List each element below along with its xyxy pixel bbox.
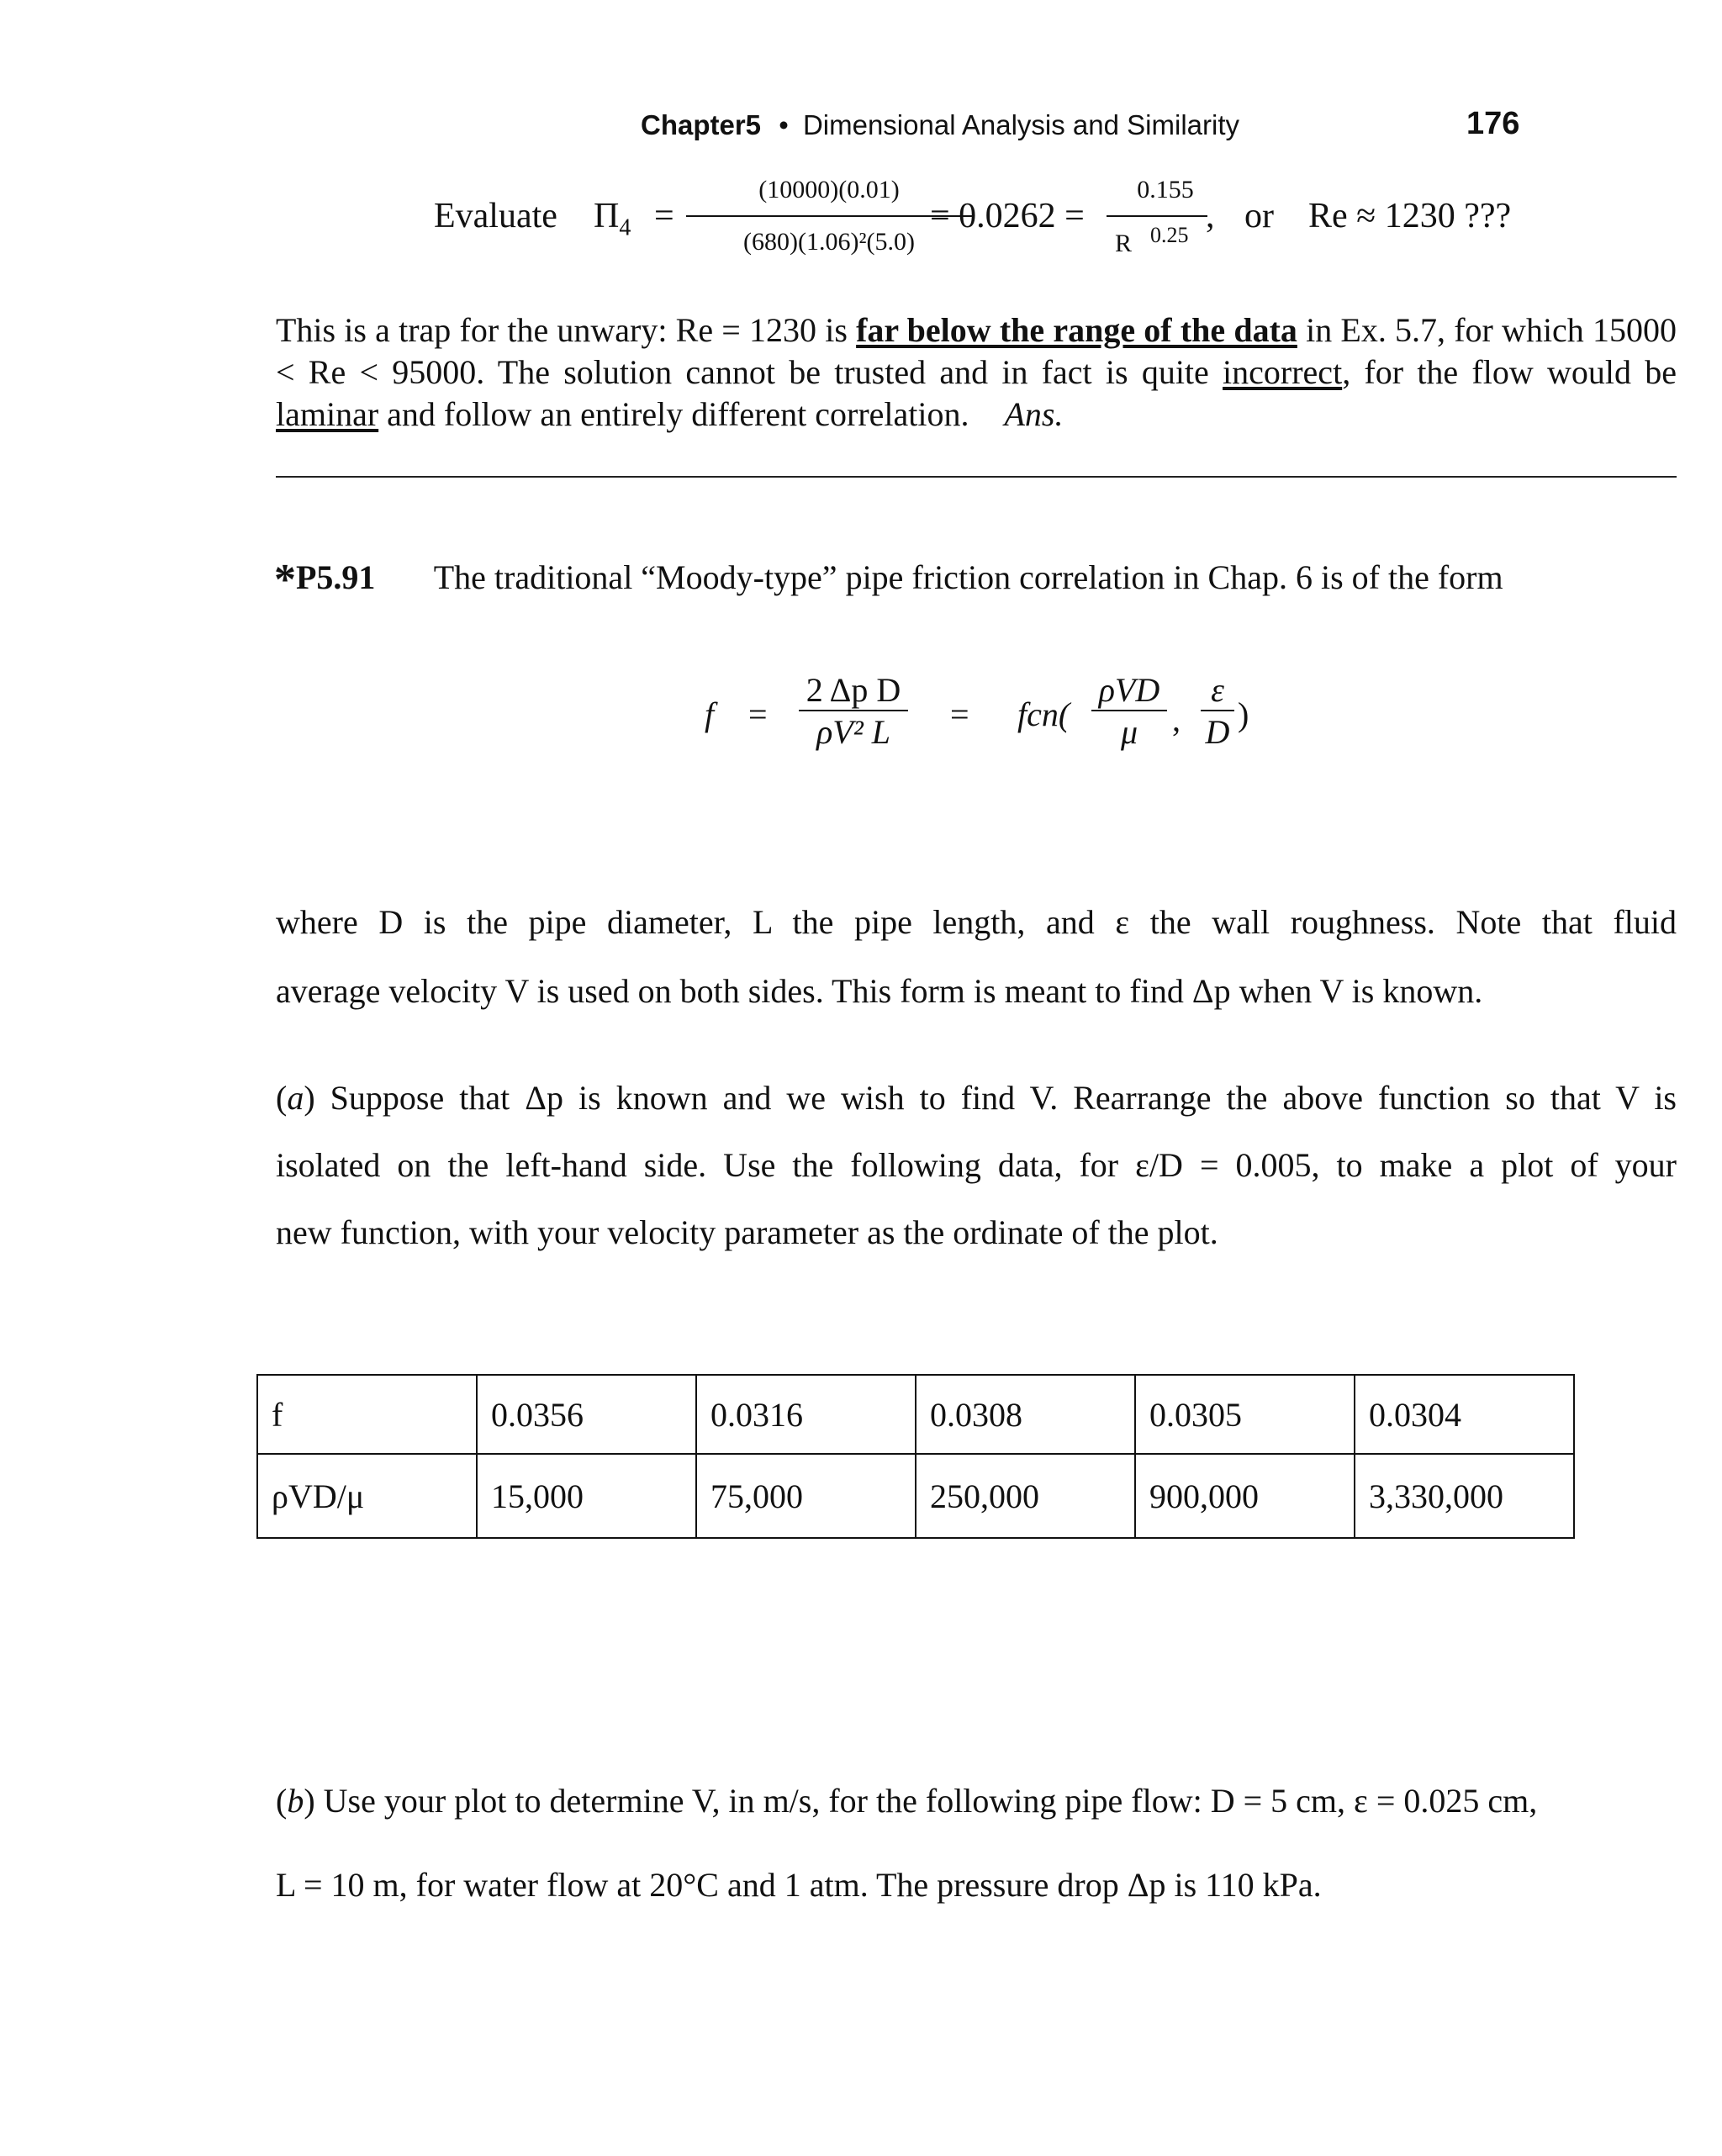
friction-equation	[689, 671, 1278, 764]
eq-equals2: =	[950, 695, 969, 733]
eq-fraction-reynolds	[1091, 671, 1167, 753]
clipped-numerator: (10000)(0.01)	[758, 176, 900, 203]
evaluate-equation	[434, 176, 1527, 257]
eq-close: )	[1238, 695, 1249, 733]
where-line-2: average velocity V is used on both sides. This form is meant to find Δp when V is known.	[276, 972, 1483, 1010]
part-a-line-1: Suppose that Δp is known and we wish to find V. Rearrange the above function so that V is	[314, 1079, 1677, 1117]
star-marker: *	[274, 556, 296, 604]
or-word: or	[1244, 197, 1274, 235]
eq-equals1: =	[748, 695, 768, 733]
pi-symbol: $\Pi_4$	[594, 197, 631, 241]
table-cell: 0.0308	[916, 1375, 1135, 1454]
part-a-label: a	[287, 1079, 304, 1117]
comma: ,	[1206, 197, 1215, 235]
header-bullet: •	[779, 109, 789, 140]
table-cell: 250,000	[916, 1454, 1135, 1538]
table-cell: f	[257, 1375, 477, 1454]
part-b-label: b	[287, 1782, 304, 1820]
answer-marker: Ans.	[1004, 395, 1064, 433]
page-number: 176	[1466, 106, 1520, 141]
table-cell: 3,330,000	[1355, 1454, 1574, 1538]
problem-text: The traditional “Moody-type” pipe friction correlation in Chap. 6 is of the form	[433, 558, 1503, 596]
clipped-right-top: 0.155	[1137, 176, 1194, 203]
evaluate-value: = 0.0262 =	[930, 197, 1085, 235]
section-divider	[276, 476, 1677, 478]
eq-denominator: ρV² L	[816, 713, 890, 751]
emphasis-range: far below the range of the data	[856, 311, 1297, 349]
part-a-line-3: new function, with your velocity parameter as the ordinate of the plot.	[276, 1213, 1218, 1251]
eq-lhs: f	[705, 695, 715, 733]
problem-number: P5.91	[296, 558, 376, 596]
table-cell: 15,000	[477, 1454, 696, 1538]
chapter-title: Dimensional Analysis and Similarity	[802, 109, 1239, 140]
eq-fcn: fcn(	[1017, 695, 1070, 733]
where-line-1: where D is the pipe diameter, L the pipe length, and ε the wall roughness. Note that fluid	[276, 903, 1677, 941]
equals-sign: =	[654, 197, 674, 235]
chapter-label: Chapter5	[641, 109, 762, 140]
table-cell: 900,000	[1135, 1454, 1355, 1538]
pi-subscript: 4	[619, 214, 631, 241]
roughness-numerator: ε	[1211, 671, 1224, 709]
running-header	[641, 109, 1239, 141]
eq-fraction-main	[799, 671, 908, 753]
roughness-denominator: D	[1205, 713, 1230, 751]
part-a-line-2: isolated on the left-hand side. Use the following data, for ε/D = 0.005, to make a plot of your	[276, 1146, 1677, 1184]
data-table	[256, 1374, 1575, 1539]
table-cell: 0.0316	[696, 1375, 916, 1454]
table-cell: 0.0305	[1135, 1375, 1355, 1454]
clipped-right-bottom: R	[1115, 230, 1133, 257]
table-cell: ρVD/μ	[257, 1454, 477, 1538]
emphasis-laminar: laminar	[276, 395, 379, 433]
clipped-denominator: (680)(1.06)²(5.0)	[743, 228, 915, 256]
where-paragraph	[276, 888, 1677, 1026]
eq-comma: ,	[1172, 700, 1181, 738]
exponent: 0.25	[1150, 223, 1189, 247]
problem-statement	[274, 555, 1503, 605]
reynolds-denominator: μ	[1120, 713, 1138, 751]
reynolds-result: Re ≈ 1230 ???	[1308, 197, 1512, 235]
part-b-line-2: L = 10 m, for water flow at 20°C and 1 atm. The pressure drop Δp is 110 kPa.	[276, 1866, 1322, 1904]
trap-paragraph: This is a trap for the unwary: Re = 1230 is far below the range of the data in Ex. 5.7, for which 15000 < Re < 95000. The solution cannot be trusted and in fact is quite incorrect, for the flow would be laminar and follow an entirely different correlation. Ans.	[276, 311, 1677, 433]
part-a: (a) Suppose that Δp is known and we wish to find V. Rearrange the above function so that V is isolated on the left-hand side. Use the following data, for ε/D = 0.005, to make a plot of your new function, with your velocity parameter as the ordinate of the plot.	[276, 1065, 1677, 1266]
fraction-bar	[686, 215, 972, 217]
table-cell: 0.0304	[1355, 1375, 1574, 1454]
part-b-line-1: Use your plot to determine V, in m/s, for the following pipe flow: D = 5 cm, ε = 0.025 cm,	[314, 1782, 1538, 1820]
part-b: (b) Use your plot to determine V, in m/s, for the following pipe flow: D = 5 cm, ε = 0.025 cm, L = 10 m, for water flow at 20°C and 1 atm. The pressure drop Δp is 110 kPa.	[276, 1759, 1677, 1927]
table-cell: 75,000	[696, 1454, 916, 1538]
eq-numerator: 2 Δp D	[806, 671, 901, 709]
emphasis-incorrect: incorrect	[1223, 353, 1343, 391]
fraction-bar-right	[1107, 215, 1207, 217]
table-row	[257, 1454, 1574, 1538]
table-cell: 0.0356	[477, 1375, 696, 1454]
eq-fraction-roughness	[1201, 671, 1234, 753]
table-row	[257, 1375, 1574, 1454]
reynolds-numerator: ρVD	[1098, 671, 1160, 709]
evaluate-label: Evaluate	[434, 197, 557, 235]
